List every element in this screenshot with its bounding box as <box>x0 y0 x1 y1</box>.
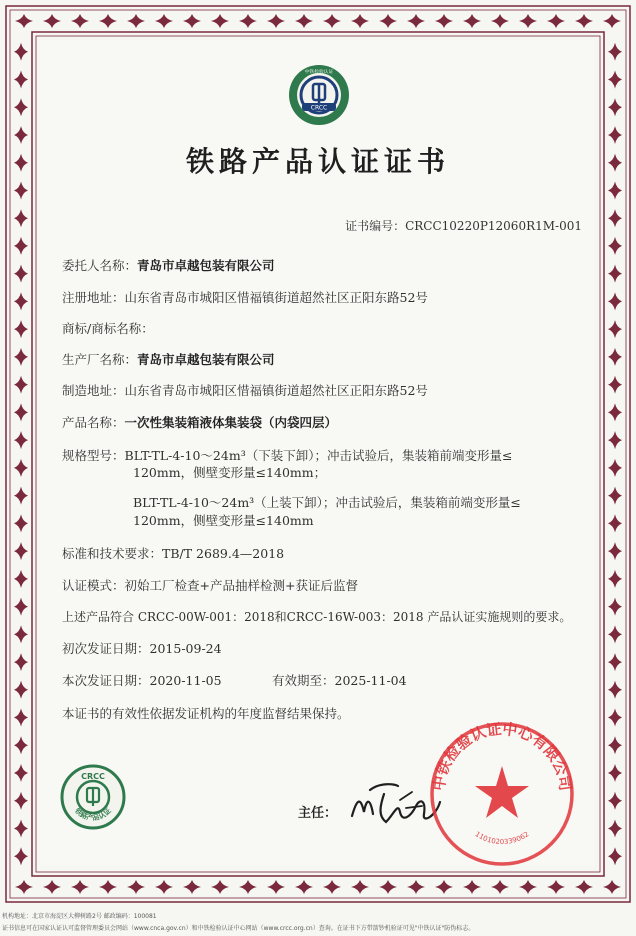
border-ornament-icon <box>183 14 201 28</box>
mfg-address-label: 制造地址： <box>62 383 125 398</box>
standard-row <box>62 544 284 563</box>
border-ornament-icon <box>608 181 622 199</box>
border-ornament-icon <box>608 625 622 643</box>
border-ornament-icon <box>608 653 622 671</box>
border-ornament-icon <box>575 14 593 28</box>
spec-line-3: BLT-TL-4-10～24m³（上装下卸）；冲击试验后，集装箱前端变形量≤ <box>133 495 521 510</box>
border-ornament-icon <box>608 403 622 421</box>
border-ornament-icon <box>608 459 622 477</box>
border-ornament-icon <box>603 14 621 28</box>
border-ornament-icon <box>211 14 229 28</box>
border-ornament-icon <box>608 736 622 754</box>
border-ornament-icon <box>14 376 28 394</box>
railway-certification-seal-icon <box>60 764 126 830</box>
border-ornament-icon <box>14 320 28 338</box>
client-row <box>62 256 275 275</box>
manufacturer-row <box>62 350 275 369</box>
spec-line-4: 120mm，侧壁变形量≤140mm <box>133 513 314 528</box>
certificate-title: 铁路产品认证证书 <box>185 145 450 178</box>
border-ornament-icon <box>608 709 622 727</box>
border-ornament-icon <box>14 570 28 588</box>
border-ornament-icon <box>14 681 28 699</box>
mode-row <box>62 576 358 595</box>
client-label: 委托人名称： <box>62 258 138 273</box>
valid-to-label: 有效期至： <box>272 673 335 688</box>
border-ornament-icon <box>99 880 117 894</box>
standard-label: 标准和技术要求： <box>62 546 163 561</box>
border-ornament-icon <box>351 14 369 28</box>
mode-value: 初始工厂检查+产品抽样检测+获证后监督 <box>124 578 358 593</box>
left-seal-ring-path: 铁路产品认证 <box>73 806 113 823</box>
certificate-number: 证书编号：CRCC10220P12060R1M-001 <box>345 219 582 233</box>
border-ornament-icon <box>519 880 537 894</box>
standard-value: TB/T 2689.4—2018 <box>162 546 285 561</box>
right-seal-code-path: 1101020339062 <box>473 830 531 847</box>
border-ornament-icon <box>463 880 481 894</box>
this-issue-row <box>62 671 222 690</box>
conformity-statement: 上述产品符合 CRCC-00W-001：2018和CRCC-16W-003：2018 产品认证实施规则的要求。 <box>62 610 572 624</box>
border-ornament-icon <box>435 14 453 28</box>
product-label: 产品名称： <box>62 415 125 430</box>
right-seal-ring-path: 中铁检验认证中心有限公司 <box>429 720 575 793</box>
crcc-logo-icon <box>288 64 350 126</box>
border-ornament-icon <box>15 880 33 894</box>
border-ornament-icon <box>14 542 28 560</box>
border-ornament-icon <box>14 847 28 865</box>
director-label: 主任： <box>298 806 338 821</box>
border-ornament-icon <box>603 880 621 894</box>
first-issue-label: 初次发证日期： <box>62 641 150 656</box>
border-ornament-icon <box>463 14 481 28</box>
border-ornament-icon <box>239 14 257 28</box>
border-ornament-icon <box>379 880 397 894</box>
border-ornament-icon <box>14 514 28 532</box>
border-ornament-icon <box>608 847 622 865</box>
product-row <box>62 413 337 432</box>
border-ornament-icon <box>14 237 28 255</box>
manufacturer-value: 青岛市卓越包装有限公司 <box>137 352 275 367</box>
border-ornament-icon <box>351 880 369 894</box>
border-ornament-icon <box>14 43 28 61</box>
border-ornament-icon <box>14 820 28 838</box>
border-ornament-icon <box>14 403 28 421</box>
border-ornament-icon <box>14 70 28 88</box>
border-ornament-icon <box>608 570 622 588</box>
border-ornament-icon <box>14 598 28 616</box>
border-ornament-icon <box>14 348 28 366</box>
border-ornament-icon <box>99 14 117 28</box>
border-ornament-icon <box>43 880 61 894</box>
mfg-address-row <box>62 381 428 400</box>
first-issue-value: 2015-09-24 <box>149 641 222 656</box>
border-ornament-icon <box>608 237 622 255</box>
footer-address: 机构地址：北京市海淀区大柳树路2号 邮政编码：100081 <box>2 913 157 920</box>
border-ornament-icon <box>14 736 28 754</box>
border-ornament-icon <box>267 14 285 28</box>
border-ornament-icon <box>15 14 33 28</box>
border-ornament-icon <box>608 376 622 394</box>
manufacturer-label: 生产厂名称： <box>62 352 138 367</box>
border-ornament-icon <box>608 542 622 560</box>
border-ornament-icon <box>14 209 28 227</box>
border-ornament-icon <box>608 792 622 810</box>
this-issue-label: 本次发证日期： <box>62 673 150 688</box>
valid-to-row <box>272 671 407 690</box>
border-ornament-icon <box>608 820 622 838</box>
border-ornament-icon <box>608 43 622 61</box>
border-ornament-icon <box>491 14 509 28</box>
right-seal-code <box>474 830 531 846</box>
border-ornament-icon <box>323 880 341 894</box>
border-ornament-icon <box>14 487 28 505</box>
seal-star-icon <box>475 766 529 818</box>
border-ornament-icon <box>183 880 201 894</box>
brand-row <box>62 319 154 338</box>
border-ornament-icon <box>608 348 622 366</box>
border-ornament-icon <box>14 292 28 310</box>
border-ornament-icon <box>14 764 28 782</box>
border-ornament-icon <box>547 14 565 28</box>
border-ornament-icon <box>239 880 257 894</box>
border-ornament-icon <box>127 14 145 28</box>
border-ornament-icon <box>323 14 341 28</box>
left-seal-top-text: CRCC <box>81 772 105 781</box>
border-ornament-icon <box>519 14 537 28</box>
border-ornament-icon <box>608 598 622 616</box>
border-ornament-icon <box>43 14 61 28</box>
border-ornament-icon <box>608 209 622 227</box>
first-issue-row <box>62 639 222 658</box>
border-ornament-icon <box>608 98 622 116</box>
mfg-address-value: 山东省青岛市城阳区惜福镇街道超然社区正阳东路52号 <box>124 383 428 398</box>
border-ornament-icon <box>435 880 453 894</box>
border-ornament-icon <box>608 514 622 532</box>
border-ornament-icon <box>127 880 145 894</box>
border-ornament-icon <box>14 709 28 727</box>
border-ornament-icon <box>14 98 28 116</box>
border-ornament-icon <box>608 681 622 699</box>
border-ornament-icon <box>211 880 229 894</box>
crcc-logo-ring-text: 中铁检验认证 <box>304 70 334 75</box>
valid-to-value: 2025-11-04 <box>334 673 407 688</box>
border-ornament-icon <box>575 880 593 894</box>
border-ornament-icon <box>14 653 28 671</box>
border-ornament-icon <box>379 14 397 28</box>
validity-note: 本证书的有效性依据发证机构的年度监督结果保持。 <box>62 706 350 721</box>
border-ornament-icon <box>14 265 28 283</box>
border-ornament-icon <box>491 880 509 894</box>
this-issue-value: 2020-11-05 <box>149 673 222 688</box>
spec-label: 规格型号： <box>62 448 125 463</box>
border-ornament-icon <box>14 792 28 810</box>
official-red-seal <box>428 720 576 868</box>
border-ornament-icon <box>155 880 173 894</box>
border-ornament-icon <box>407 14 425 28</box>
client-value: 青岛市卓越包装有限公司 <box>137 258 275 273</box>
reg-address-row <box>62 288 428 307</box>
border-ornament-icon <box>295 880 313 894</box>
spec-line-2: 120mm，侧壁变形量≤140mm； <box>133 465 327 480</box>
border-ornament-icon <box>608 431 622 449</box>
brand-label: 商标/商标名称： <box>62 321 154 336</box>
spec-line-1: BLT-TL-4-10～24m³（下装下卸）；冲击试验后，集装箱前端变形量≤ <box>124 448 513 463</box>
border-ornament-icon <box>547 880 565 894</box>
footer-verification-note: 证书信息可在国家认证认可监督管理委员会网站（www.cnca.gov.cn）和中铁检验认证中心网站（www.crcc.org.cn）查询。在证书下方带箭钞机验证可见"中铁认证"防伪标志。 <box>2 925 475 932</box>
border-ornament-icon <box>155 14 173 28</box>
reg-address-label: 注册地址： <box>62 290 125 305</box>
border-ornament-icon <box>295 14 313 28</box>
reg-address-value: 山东省青岛市城阳区惜福镇街道超然社区正阳东路52号 <box>124 290 428 305</box>
crcc-logo-text: CRCC <box>310 104 328 112</box>
border-ornament-icon <box>14 181 28 199</box>
border-ornament-icon <box>14 459 28 477</box>
border-ornament-icon <box>608 265 622 283</box>
border-ornament-icon <box>608 320 622 338</box>
border-ornament-icon <box>608 292 622 310</box>
border-ornament-icon <box>608 70 622 88</box>
border-ornament-icon <box>14 625 28 643</box>
product-value: 一次性集装箱液体集装袋（内袋四层） <box>124 415 338 430</box>
border-ornament-icon <box>407 880 425 894</box>
mode-label: 认证模式： <box>62 578 125 593</box>
border-ornament-icon <box>71 880 89 894</box>
border-ornament-icon <box>14 431 28 449</box>
border-ornament-icon <box>71 14 89 28</box>
border-ornament-icon <box>267 880 285 894</box>
border-ornament-icon <box>608 764 622 782</box>
border-ornament-icon <box>608 487 622 505</box>
